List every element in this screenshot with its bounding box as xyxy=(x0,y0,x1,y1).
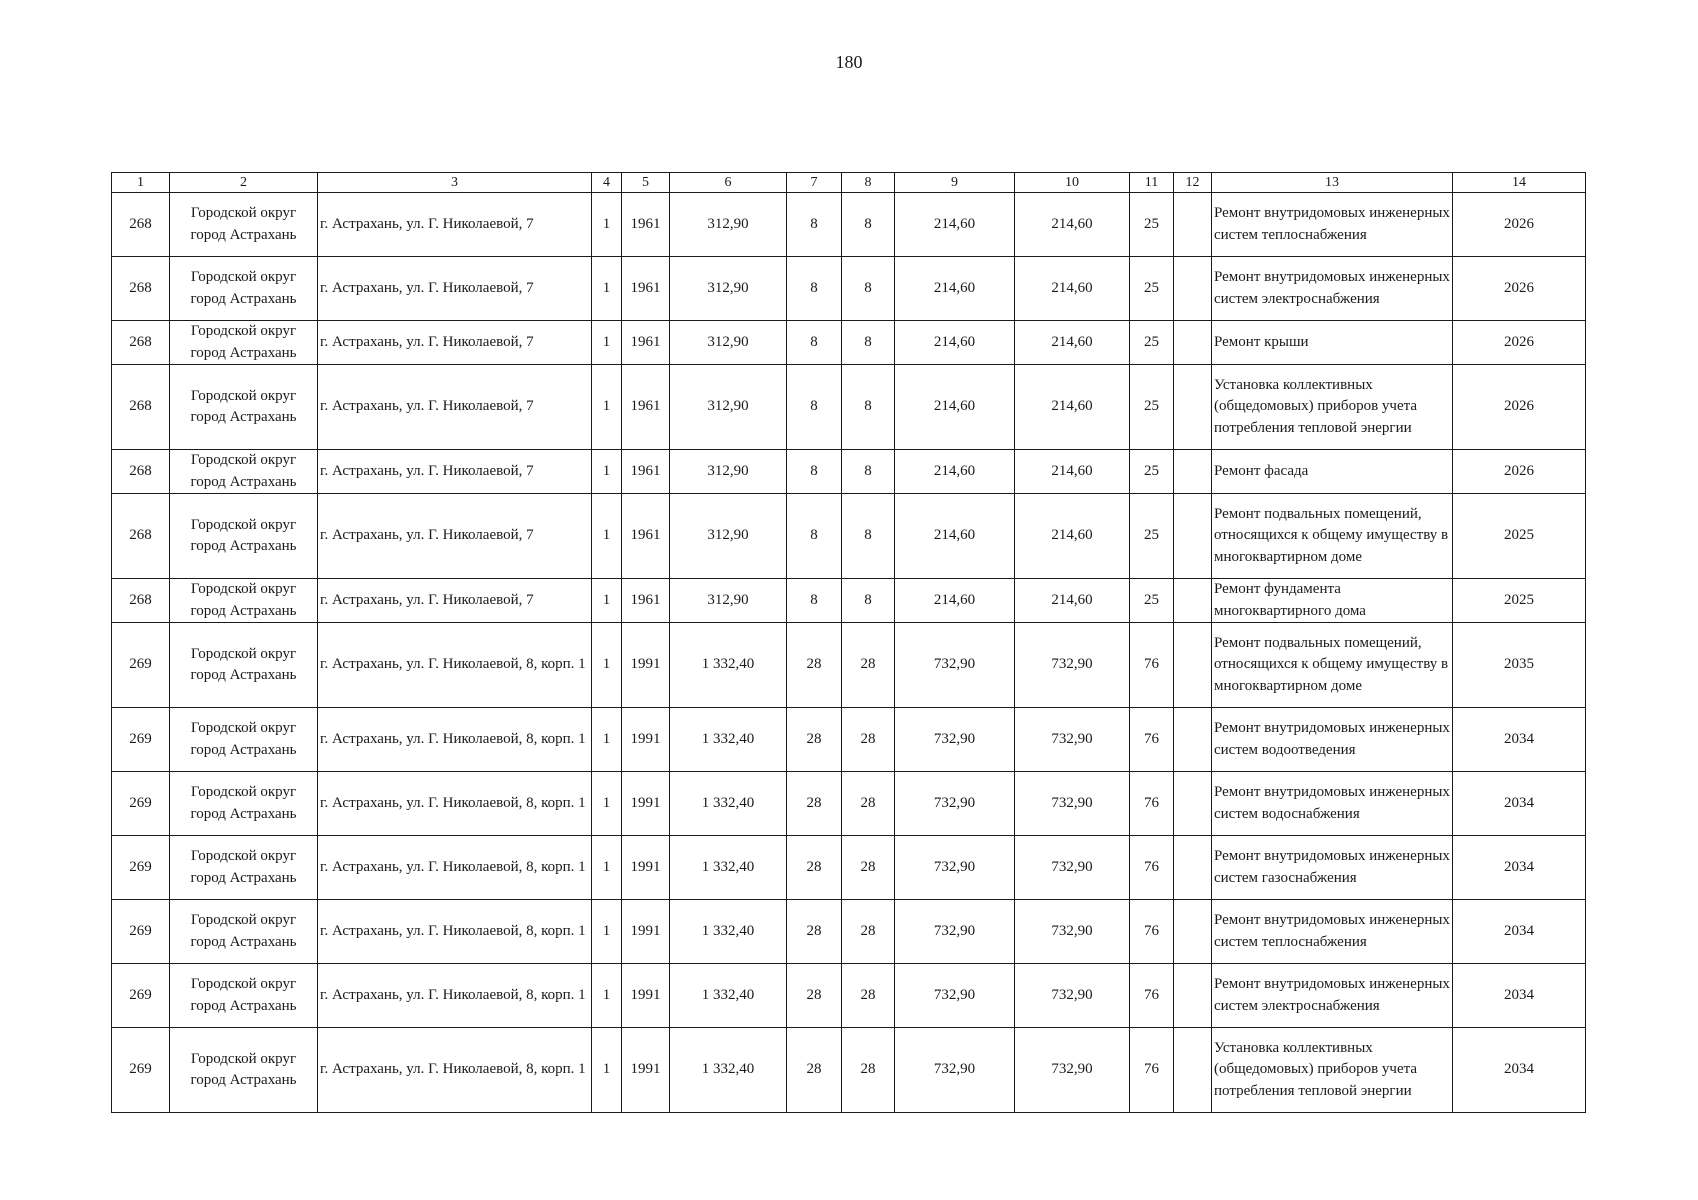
address-cell: г. Астрахань, ул. Г. Николаевой, 8, корп. 1 xyxy=(318,836,592,900)
col8-cell: 8 xyxy=(842,579,895,623)
col7-cell: 8 xyxy=(787,494,842,579)
col7-cell: 28 xyxy=(787,964,842,1028)
col10-cell: 732,90 xyxy=(1015,1028,1130,1113)
col10-cell: 214,60 xyxy=(1015,257,1130,321)
row-number: 268 xyxy=(112,257,170,321)
col8-cell: 28 xyxy=(842,900,895,964)
work-type-cell: Ремонт внутридомовых инженерных систем теплоснабжения xyxy=(1212,900,1453,964)
col4-cell: 1 xyxy=(592,365,622,450)
col7-cell: 8 xyxy=(787,579,842,623)
col12-cell xyxy=(1174,450,1212,494)
col8-cell: 8 xyxy=(842,365,895,450)
col8-cell: 28 xyxy=(842,708,895,772)
year-cell: 1991 xyxy=(622,1028,670,1113)
address-cell: г. Астрахань, ул. Г. Николаевой, 8, корп. 1 xyxy=(318,1028,592,1113)
col7-cell: 28 xyxy=(787,708,842,772)
col4-cell: 1 xyxy=(592,900,622,964)
col11-cell: 76 xyxy=(1130,1028,1174,1113)
area-cell: 1 332,40 xyxy=(670,708,787,772)
col9-cell: 214,60 xyxy=(895,579,1015,623)
municipality-cell: Городской округ город Астрахань xyxy=(170,579,318,623)
col8-cell: 8 xyxy=(842,494,895,579)
column-header: 6 xyxy=(670,173,787,193)
year-cell: 1961 xyxy=(622,257,670,321)
col8-cell: 8 xyxy=(842,193,895,257)
col12-cell xyxy=(1174,193,1212,257)
row-number: 268 xyxy=(112,321,170,365)
work-type-cell: Ремонт внутридомовых инженерных систем электроснабжения xyxy=(1212,257,1453,321)
col12-cell xyxy=(1174,900,1212,964)
year-planned-cell: 2034 xyxy=(1453,772,1586,836)
table-row xyxy=(112,836,1586,900)
column-header: 4 xyxy=(592,173,622,193)
address-cell: г. Астрахань, ул. Г. Николаевой, 7 xyxy=(318,193,592,257)
col12-cell xyxy=(1174,494,1212,579)
col12-cell xyxy=(1174,321,1212,365)
work-type-cell: Ремонт подвальных помещений, относящихся к общему имуществу в многоквартирном доме xyxy=(1212,494,1453,579)
column-header: 13 xyxy=(1212,173,1453,193)
col8-cell: 8 xyxy=(842,450,895,494)
year-cell: 1991 xyxy=(622,836,670,900)
work-type-cell: Установка коллективных (общедомовых) приборов учета потребления тепловой энергии xyxy=(1212,365,1453,450)
col8-cell: 8 xyxy=(842,257,895,321)
column-header: 8 xyxy=(842,173,895,193)
register-table xyxy=(111,172,1586,1113)
year-cell: 1961 xyxy=(622,193,670,257)
column-header: 5 xyxy=(622,173,670,193)
row-number: 269 xyxy=(112,964,170,1028)
address-cell: г. Астрахань, ул. Г. Николаевой, 8, корп. 1 xyxy=(318,900,592,964)
table-row xyxy=(112,321,1586,365)
col12-cell xyxy=(1174,579,1212,623)
table-row xyxy=(112,708,1586,772)
col9-cell: 732,90 xyxy=(895,1028,1015,1113)
table-row xyxy=(112,964,1586,1028)
col10-cell: 732,90 xyxy=(1015,772,1130,836)
work-type-cell: Ремонт внутридомовых инженерных систем газоснабжения xyxy=(1212,836,1453,900)
table-row xyxy=(112,365,1586,450)
col8-cell: 8 xyxy=(842,321,895,365)
col7-cell: 28 xyxy=(787,900,842,964)
municipality-cell: Городской округ город Астрахань xyxy=(170,365,318,450)
col10-cell: 732,90 xyxy=(1015,900,1130,964)
col7-cell: 28 xyxy=(787,623,842,708)
year-planned-cell: 2035 xyxy=(1453,623,1586,708)
col12-cell xyxy=(1174,964,1212,1028)
col12-cell xyxy=(1174,365,1212,450)
table-row xyxy=(112,623,1586,708)
col9-cell: 732,90 xyxy=(895,708,1015,772)
area-cell: 312,90 xyxy=(670,579,787,623)
col9-cell: 214,60 xyxy=(895,193,1015,257)
col9-cell: 732,90 xyxy=(895,772,1015,836)
year-planned-cell: 2026 xyxy=(1453,450,1586,494)
column-header: 7 xyxy=(787,173,842,193)
year-planned-cell: 2025 xyxy=(1453,579,1586,623)
col9-cell: 732,90 xyxy=(895,836,1015,900)
col4-cell: 1 xyxy=(592,450,622,494)
year-planned-cell: 2034 xyxy=(1453,964,1586,1028)
column-header: 12 xyxy=(1174,173,1212,193)
col11-cell: 25 xyxy=(1130,450,1174,494)
col11-cell: 25 xyxy=(1130,579,1174,623)
year-planned-cell: 2025 xyxy=(1453,494,1586,579)
col11-cell: 25 xyxy=(1130,365,1174,450)
col8-cell: 28 xyxy=(842,623,895,708)
year-planned-cell: 2026 xyxy=(1453,257,1586,321)
col4-cell: 1 xyxy=(592,579,622,623)
municipality-cell: Городской округ город Астрахань xyxy=(170,964,318,1028)
col11-cell: 76 xyxy=(1130,900,1174,964)
column-header: 3 xyxy=(318,173,592,193)
year-cell: 1991 xyxy=(622,772,670,836)
col7-cell: 8 xyxy=(787,193,842,257)
area-cell: 1 332,40 xyxy=(670,836,787,900)
col11-cell: 25 xyxy=(1130,494,1174,579)
municipality-cell: Городской округ город Астрахань xyxy=(170,450,318,494)
col9-cell: 214,60 xyxy=(895,321,1015,365)
table-row xyxy=(112,193,1586,257)
col12-cell xyxy=(1174,257,1212,321)
col4-cell: 1 xyxy=(592,321,622,365)
municipality-cell: Городской округ город Астрахань xyxy=(170,494,318,579)
col12-cell xyxy=(1174,1028,1212,1113)
year-planned-cell: 2034 xyxy=(1453,1028,1586,1113)
year-planned-cell: 2034 xyxy=(1453,708,1586,772)
address-cell: г. Астрахань, ул. Г. Николаевой, 7 xyxy=(318,494,592,579)
col7-cell: 28 xyxy=(787,1028,842,1113)
column-header: 9 xyxy=(895,173,1015,193)
area-cell: 312,90 xyxy=(670,321,787,365)
col11-cell: 76 xyxy=(1130,623,1174,708)
col11-cell: 76 xyxy=(1130,964,1174,1028)
year-planned-cell: 2026 xyxy=(1453,193,1586,257)
work-type-cell: Ремонт внутридомовых инженерных систем водоотведения xyxy=(1212,708,1453,772)
year-planned-cell: 2034 xyxy=(1453,836,1586,900)
municipality-cell: Городской округ город Астрахань xyxy=(170,836,318,900)
col11-cell: 25 xyxy=(1130,257,1174,321)
col10-cell: 214,60 xyxy=(1015,365,1130,450)
col10-cell: 732,90 xyxy=(1015,964,1130,1028)
address-cell: г. Астрахань, ул. Г. Николаевой, 7 xyxy=(318,365,592,450)
col12-cell xyxy=(1174,772,1212,836)
work-type-cell: Ремонт фундамента многоквартирного дома xyxy=(1212,579,1453,623)
year-cell: 1991 xyxy=(622,964,670,1028)
year-cell: 1991 xyxy=(622,708,670,772)
col8-cell: 28 xyxy=(842,772,895,836)
table-row xyxy=(112,772,1586,836)
column-header: 11 xyxy=(1130,173,1174,193)
area-cell: 1 332,40 xyxy=(670,772,787,836)
col4-cell: 1 xyxy=(592,623,622,708)
col12-cell xyxy=(1174,623,1212,708)
col4-cell: 1 xyxy=(592,257,622,321)
col9-cell: 214,60 xyxy=(895,450,1015,494)
row-number: 268 xyxy=(112,450,170,494)
address-cell: г. Астрахань, ул. Г. Николаевой, 8, корп. 1 xyxy=(318,964,592,1028)
year-cell: 1961 xyxy=(622,450,670,494)
work-type-cell: Ремонт крыши xyxy=(1212,321,1453,365)
col9-cell: 214,60 xyxy=(895,257,1015,321)
row-number: 269 xyxy=(112,900,170,964)
col4-cell: 1 xyxy=(592,1028,622,1113)
table-row xyxy=(112,257,1586,321)
municipality-cell: Городской округ город Астрахань xyxy=(170,772,318,836)
municipality-cell: Городской округ город Астрахань xyxy=(170,193,318,257)
col11-cell: 25 xyxy=(1130,193,1174,257)
table-row xyxy=(112,1028,1586,1113)
year-cell: 1961 xyxy=(622,494,670,579)
col7-cell: 8 xyxy=(787,450,842,494)
year-cell: 1991 xyxy=(622,623,670,708)
col12-cell xyxy=(1174,708,1212,772)
row-number: 269 xyxy=(112,836,170,900)
col10-cell: 214,60 xyxy=(1015,193,1130,257)
col9-cell: 732,90 xyxy=(895,900,1015,964)
col7-cell: 8 xyxy=(787,321,842,365)
col7-cell: 8 xyxy=(787,365,842,450)
address-cell: г. Астрахань, ул. Г. Николаевой, 7 xyxy=(318,450,592,494)
year-planned-cell: 2026 xyxy=(1453,321,1586,365)
col12-cell xyxy=(1174,836,1212,900)
row-number: 269 xyxy=(112,623,170,708)
col10-cell: 214,60 xyxy=(1015,321,1130,365)
column-header: 2 xyxy=(170,173,318,193)
year-cell: 1961 xyxy=(622,365,670,450)
year-cell: 1961 xyxy=(622,579,670,623)
year-planned-cell: 2026 xyxy=(1453,365,1586,450)
col9-cell: 214,60 xyxy=(895,494,1015,579)
row-number: 269 xyxy=(112,1028,170,1113)
col8-cell: 28 xyxy=(842,964,895,1028)
area-cell: 312,90 xyxy=(670,450,787,494)
municipality-cell: Городской округ город Астрахань xyxy=(170,623,318,708)
work-type-cell: Ремонт внутридомовых инженерных систем теплоснабжения xyxy=(1212,193,1453,257)
table-body xyxy=(112,193,1586,1113)
area-cell: 1 332,40 xyxy=(670,623,787,708)
area-cell: 1 332,40 xyxy=(670,1028,787,1113)
table-row xyxy=(112,900,1586,964)
table-row xyxy=(112,494,1586,579)
col10-cell: 732,90 xyxy=(1015,623,1130,708)
col7-cell: 8 xyxy=(787,257,842,321)
col10-cell: 214,60 xyxy=(1015,579,1130,623)
year-planned-cell: 2034 xyxy=(1453,900,1586,964)
row-number: 268 xyxy=(112,579,170,623)
municipality-cell: Городской округ город Астрахань xyxy=(170,257,318,321)
address-cell: г. Астрахань, ул. Г. Николаевой, 7 xyxy=(318,257,592,321)
col9-cell: 214,60 xyxy=(895,365,1015,450)
row-number: 268 xyxy=(112,365,170,450)
area-cell: 1 332,40 xyxy=(670,964,787,1028)
area-cell: 1 332,40 xyxy=(670,900,787,964)
table-row xyxy=(112,579,1586,623)
col10-cell: 214,60 xyxy=(1015,450,1130,494)
col8-cell: 28 xyxy=(842,1028,895,1113)
col4-cell: 1 xyxy=(592,836,622,900)
area-cell: 312,90 xyxy=(670,257,787,321)
address-cell: г. Астрахань, ул. Г. Николаевой, 7 xyxy=(318,579,592,623)
work-type-cell: Установка коллективных (общедомовых) приборов учета потребления тепловой энергии xyxy=(1212,1028,1453,1113)
row-number: 268 xyxy=(112,494,170,579)
col8-cell: 28 xyxy=(842,836,895,900)
column-number-row xyxy=(112,173,1586,193)
area-cell: 312,90 xyxy=(670,365,787,450)
municipality-cell: Городской округ город Астрахань xyxy=(170,708,318,772)
col10-cell: 732,90 xyxy=(1015,708,1130,772)
col7-cell: 28 xyxy=(787,772,842,836)
municipality-cell: Городской округ город Астрахань xyxy=(170,1028,318,1113)
work-type-cell: Ремонт фасада xyxy=(1212,450,1453,494)
col9-cell: 732,90 xyxy=(895,623,1015,708)
row-number: 269 xyxy=(112,772,170,836)
municipality-cell: Городской округ город Астрахань xyxy=(170,900,318,964)
column-header: 10 xyxy=(1015,173,1130,193)
row-number: 268 xyxy=(112,193,170,257)
work-type-cell: Ремонт подвальных помещений, относящихся к общему имуществу в многоквартирном доме xyxy=(1212,623,1453,708)
row-number: 269 xyxy=(112,708,170,772)
col11-cell: 76 xyxy=(1130,836,1174,900)
work-type-cell: Ремонт внутридомовых инженерных систем водоснабжения xyxy=(1212,772,1453,836)
col11-cell: 76 xyxy=(1130,708,1174,772)
col4-cell: 1 xyxy=(592,494,622,579)
col4-cell: 1 xyxy=(592,964,622,1028)
area-cell: 312,90 xyxy=(670,494,787,579)
address-cell: г. Астрахань, ул. Г. Николаевой, 8, корп. 1 xyxy=(318,772,592,836)
col11-cell: 25 xyxy=(1130,321,1174,365)
col7-cell: 28 xyxy=(787,836,842,900)
col4-cell: 1 xyxy=(592,193,622,257)
year-cell: 1961 xyxy=(622,321,670,365)
table-row xyxy=(112,450,1586,494)
work-type-cell: Ремонт внутридомовых инженерных систем электроснабжения xyxy=(1212,964,1453,1028)
page-number: 180 xyxy=(835,52,863,72)
col9-cell: 732,90 xyxy=(895,964,1015,1028)
col10-cell: 732,90 xyxy=(1015,836,1130,900)
address-cell: г. Астрахань, ул. Г. Николаевой, 8, корп. 1 xyxy=(318,623,592,708)
municipality-cell: Городской округ город Астрахань xyxy=(170,321,318,365)
col4-cell: 1 xyxy=(592,708,622,772)
col11-cell: 76 xyxy=(1130,772,1174,836)
year-cell: 1991 xyxy=(622,900,670,964)
area-cell: 312,90 xyxy=(670,193,787,257)
column-header: 14 xyxy=(1453,173,1586,193)
col4-cell: 1 xyxy=(592,772,622,836)
column-header: 1 xyxy=(112,173,170,193)
col10-cell: 214,60 xyxy=(1015,494,1130,579)
address-cell: г. Астрахань, ул. Г. Николаевой, 8, корп. 1 xyxy=(318,708,592,772)
address-cell: г. Астрахань, ул. Г. Николаевой, 7 xyxy=(318,321,592,365)
